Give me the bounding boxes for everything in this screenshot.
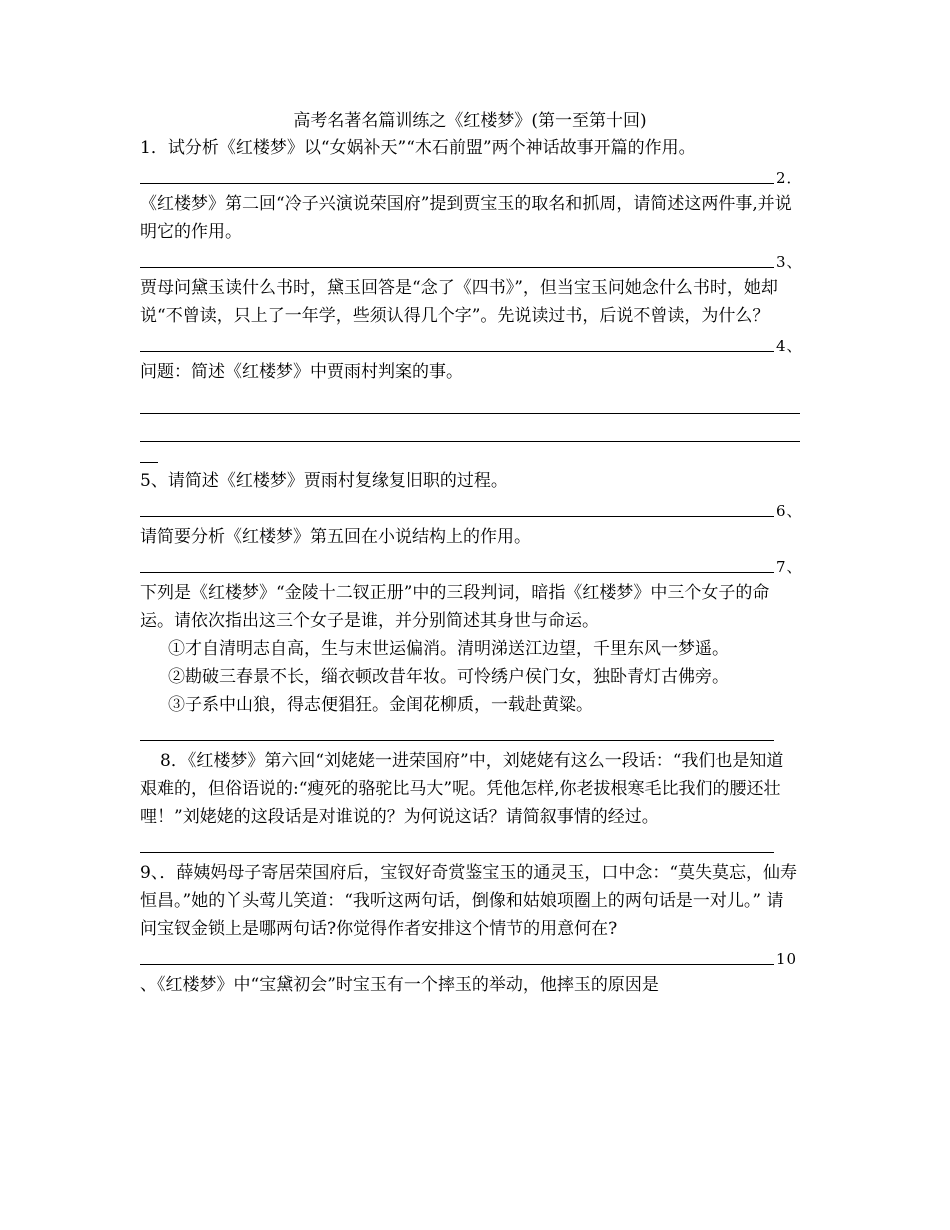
question-6: 请简要分析《红楼梦》第五回在小说结构上的作用。	[140, 527, 531, 547]
answer-rule	[140, 852, 774, 853]
answer-line-9[interactable]	[140, 943, 800, 971]
question-number-4: 4、	[776, 337, 803, 355]
question-4: 问题：简述《红楼梦》中贾雨村判案的事。	[140, 362, 463, 382]
question-number-2: 2．	[776, 169, 803, 187]
question-1: 1．试分析《红楼梦》以“女娲补天”“木石前盟”两个神话故事开篇的作用。	[140, 138, 696, 158]
answer-line-4b[interactable]	[140, 414, 800, 442]
question-7: 下列是《红楼梦》“金陵十二钗正册”中的三段判词，暗指《红楼梦》中三个女子的命运。请依次指出这三个女子是谁，并分别简述其身世与命运。	[140, 583, 770, 631]
worksheet	[140, 108, 803, 999]
answer-rule	[140, 740, 774, 741]
question-number-3: 3、	[776, 253, 803, 271]
verse-2: ②勘破三春景不长，缁衣顿改昔年妆。可怜绣户侯门女，独卧青灯古佛旁。	[168, 667, 729, 687]
question-number-10: 10	[776, 950, 798, 968]
answer-rule	[140, 183, 774, 184]
verse-1: ①才自清明志自高，生与末世运偏消。清明涕送江边望，千里东风一梦遥。	[168, 639, 729, 659]
answer-line-4a[interactable]	[140, 386, 800, 414]
question-number-6: 6、	[776, 502, 803, 520]
page-title: 高考名著名篇训练之《红楼梦》(第一至第十回)	[293, 111, 647, 131]
answer-line-3[interactable]	[140, 330, 803, 358]
answer-rule	[140, 572, 774, 573]
answer-line-4c[interactable]	[140, 462, 158, 463]
answer-line-2[interactable]	[140, 246, 803, 274]
question-2: 《红楼梦》第二回“冷子兴演说荣国府”提到贾宝玉的取名和抓周，请简述这两件事,并说明它的作用。	[140, 194, 792, 242]
question-number-7: 7、	[776, 558, 803, 576]
question-8: 8．《红楼梦》第六回“刘姥姥一进荣国府”中，刘姥姥有这么一段话：“我们也是知道艰难的，但俗语说的:“瘦死的骆驼比马大”呢。凭他怎样,你老拔根寒毛比我们的腰还壮哩！”刘姥姥的这段话是对谁说的？为何说这话？请简叙事情的经过。	[140, 751, 784, 827]
verse-3: ③子系中山狼，得志便猖狂。金闺花柳质，一载赴黄粱。	[168, 695, 593, 715]
answer-rule	[140, 964, 774, 965]
answer-line-5[interactable]	[140, 495, 803, 523]
answer-rule	[140, 351, 774, 352]
question-3: 贾母问黛玉读什么书时，黛玉回答是“念了《四书》”，但当宝玉问她念什么书时，她却说“不曾读，只上了一年学，些须认得几个字”。先说读过书，后说不曾读，为什么？	[140, 278, 778, 326]
answer-line-6[interactable]	[140, 551, 803, 579]
answer-rule	[140, 516, 774, 517]
question-9: 9、．薛姨妈母子寄居荣国府后，宝钗好奇赏鉴宝玉的通灵玉，口中念：“莫失莫忘，仙寿恒昌。”她的丫头莺儿笑道：“我听这两句话，倒像和姑娘项圈上的两句话是一对儿。” 请问宝钗金锁上是哪两句话?你觉得作者安排这个情节的用意何在?	[140, 863, 798, 939]
question-10: 、《红楼梦》中“宝黛初会”时宝玉有一个摔玉的举动，他摔玉的原因是	[140, 975, 659, 995]
answer-line-1[interactable]	[140, 162, 803, 190]
answer-line-8[interactable]	[140, 831, 800, 859]
answer-line-7[interactable]	[140, 719, 800, 747]
answer-rule	[140, 267, 774, 268]
question-5: 5、请简述《红楼梦》贾雨村复缘复旧职的过程。	[140, 471, 508, 491]
